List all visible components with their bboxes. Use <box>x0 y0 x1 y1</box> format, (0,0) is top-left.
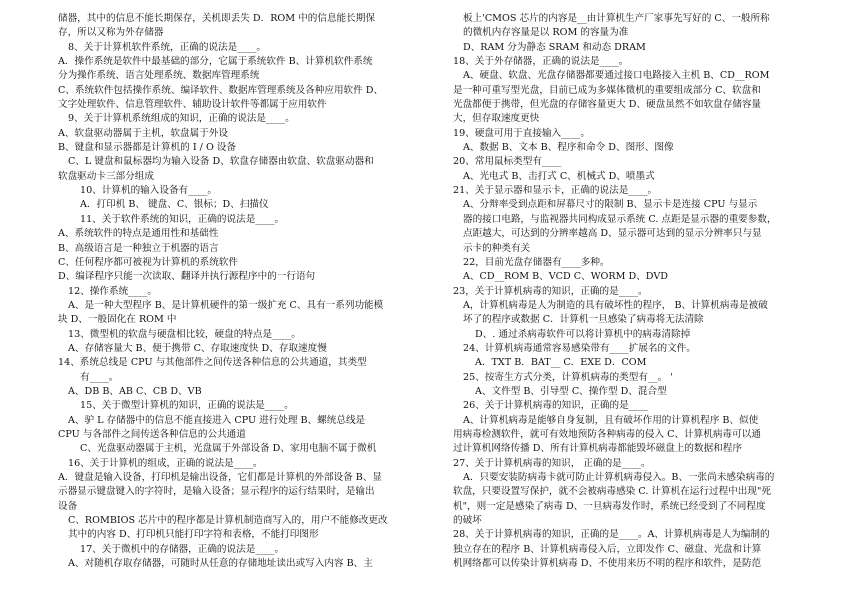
text-line: 12、操作系统____。 <box>68 285 157 297</box>
text-line: 机网络都可以传染计算机病毒 D、不使用来历不明的程序和软件，是防范 <box>453 558 762 570</box>
text-line: A，计算机病毒是人为制造的具有破坏性的程序， B、计算机病毒是被破 <box>463 299 768 311</box>
text-line: 24、计算机病毒通常容易感染带有____扩展名的文件。 <box>463 342 696 354</box>
text-line: 有____。 <box>80 371 119 383</box>
text-line: A、计算机病毒是能够自身复制，且有破坏作用的计算机程序 B、似使 <box>463 414 759 426</box>
text-line: 17、关于微机中的存储器，正确的说法是____。 <box>80 543 285 555</box>
text-line: A、硬盘、软盘、光盘存储器都要通过接口电路接入主机 B、CD__ROM <box>463 70 770 82</box>
text-line: 的微机内存容量是以 ROM 的容量为准 <box>463 27 629 39</box>
text-line: 9、关于计算机系统组成的知识，正确的说法是____。 <box>68 113 295 125</box>
text-line: 机"，则一定是感染了病毒 D、一旦病毒发作时，系统已经受到了不同程度 <box>453 500 766 512</box>
text-line: D、. 通过杀病毒软件可以将计算机中的病毒清除掉 <box>475 328 691 340</box>
left-column <box>58 12 442 571</box>
text-line: D、RAM 分为静态 SRAM 和动态 DRAM <box>463 41 646 53</box>
text-line: 光盘都便于携带，但光盘的存储容量更大 D、硬盘虽然不如软盘存储容量 <box>453 99 762 111</box>
text-line: 22，目前光盘存储器有____多种。 <box>463 256 610 268</box>
text-line: A、是一种大型程序 B、是计算机硬件的第一级扩充 C、具有一系列功能模 <box>68 299 384 311</box>
text-line: 分为操作系统、语言处理系统、数据库管理系统 <box>58 70 260 82</box>
text-line: 块 D、一般固化在 ROM 中 <box>58 314 177 326</box>
text-line: A．打印机 B、 键盘、C、银标；D、扫描仪 <box>80 199 269 211</box>
text-line: 13、微型机的软盘与硬盘相比较，硬盘的特点是____。 <box>68 328 301 340</box>
text-line: A．操作系统是软件中最基础的部分，它属于系统软件 B、计算机软件系统 <box>58 56 373 68</box>
text-line: 设备 <box>58 500 78 512</box>
text-line: 文字处理软件、信息管理软件、辅助设计软件等都属于应用软件 <box>58 99 327 111</box>
text-line: 15、关于微型计算机的知识，正确的说法是____。 <box>80 400 294 412</box>
text-line: CPU 与各部件之间传送各种信息的公共通道 <box>58 428 246 440</box>
text-line: 16、关于计算机的组成，正确的说法是____。 <box>68 457 263 469</box>
text-line: 19、硬盘可用于直接输入____。 <box>453 127 590 139</box>
text-line: A、光电式 B、击打式 C、机械式 D、喷墨式 <box>463 170 655 182</box>
text-line: 大，但存取速度更快 <box>453 113 540 125</box>
text-line: 23，关于计算机病毒的知识，正确的是____。 <box>453 285 648 297</box>
text-line: A、对随机存取存储器，可随时从任意的存储地址读出或写入内容 B、主 <box>68 558 373 570</box>
text-line: B、键盘和显示器都是计算机的 I / O 设备 <box>58 142 237 154</box>
text-line: 过计算机网络传播 D、所有计算机病毒都能毁坏磁盘上的数据和程序 <box>453 443 742 455</box>
text-line: A、DB B、AB C、CB D、VB <box>68 385 202 397</box>
text-line: C、L 键盘和鼠标器均为输入设备 D、软盘存储器由软盘、软盘驱动器和 <box>68 156 374 168</box>
text-line: 的破坏 <box>453 515 482 527</box>
text-line: 18、关于外存储器，正确的说法是____。 <box>453 56 629 68</box>
text-line: A．TXT B．BAT__ C．EXE D．COM <box>475 357 647 369</box>
text-line: A、数据 B、文本 B、程序和命令 D、图形、图像 <box>463 142 674 154</box>
text-line: D、编译程序只能一次读取、翻译并执行源程序中的一行语句 <box>58 271 316 283</box>
text-line: 10、计算机的输入设备有____。 <box>80 185 217 197</box>
text-line: A．键盘是输入设备，打印机是输出设备，它们都是计算机的外部设备 B、显 <box>58 472 383 483</box>
text-line: A、CD__ROM B、VCD C、WORM D、DVD <box>463 271 668 283</box>
text-line: 25、按寄生方式分类，计算机病毒的类型有__。 ' <box>463 371 673 383</box>
text-line: A、文件型 B、引导型 C、操作型 D、混合型 <box>475 385 667 397</box>
text-line: 器的接口电路，与监视器共同构成显示系统 C. 点距是显示器的重要参数， <box>463 213 777 225</box>
text-line: A、分辩率受到点距和屏幕尺寸的限制 B、显示卡是连接 CPU 与显示 <box>463 199 758 211</box>
text-line: 用病毒检测软件，就可有效地预防各种病毒的侵入 C、计算机病毒可以通 <box>453 428 761 440</box>
text-line: A．只要安装防病毒卡就可防止计算机病毒侵入。B、一张尚未感染病毒的 <box>463 472 775 483</box>
text-line: 示卡的种类有关 <box>463 242 531 254</box>
text-line: A、软盘驱动器属于主机，软盘属于外设 <box>58 127 229 139</box>
text-line: 27、关于计算机病毒的知识， 正确的是____。 <box>453 457 651 469</box>
text-line: 其中的内容 D、打印机只能打印字符和表格，不能打印图形 <box>68 529 319 541</box>
text-line: 26、关于计算机病毒的知识，正确的是____ <box>463 400 648 412</box>
text-line: 28、关于计算机病毒的知识，正确的是____。A、计算机病毒是人为编制的 <box>453 529 770 541</box>
text-line: C、ROMBIOS 芯片中的程序都是计算机制造商写入的，用户不能修改更改 <box>68 515 388 527</box>
text-line: 11、关于软件系统的知识，正确的说法是____。 <box>80 213 285 225</box>
text-line: 独立存在的程序 B、计算机病毒侵入后，立即发作 C、磁盘、光盘和计算 <box>453 543 762 555</box>
text-line: 8、关于计算机软件系统，正确的说法是____。 <box>68 41 266 53</box>
text-line: A、存储容量大 B、便于携带 C、存取速度快 D、存取速度慢 <box>68 342 327 354</box>
text-line: 储器，其中的信息不能长期保存，关机即丢失 D．ROM 中的信息能长期保 <box>58 13 375 24</box>
text-line: 存，所以又称为外存储器 <box>58 27 164 39</box>
text-line: 点距越大，可达到的分辨率越高 D、显示器可达到的显示分辨率只与显 <box>463 228 762 240</box>
text-line: 21、关于显示器和显示卡，正确的说法是____。 <box>453 185 658 197</box>
text-line: 是一种可重写型光盘，目前已成为多媒体微机的重要组成部分 C、软盘和 <box>453 84 761 96</box>
text-line: B、高级语言是一种独立于机器的语言 <box>58 242 219 254</box>
text-line: C、光盘驱动器属于主机，光盘属于外部设备 D、家用电脑不属于微机 <box>80 443 377 455</box>
text-line: 示器显示键盘键入的字符时，是输入设备；显示程序的运行结果时，是输出 <box>58 486 375 498</box>
text-line: A、驴 L 存储器中的信息不能直接进入 CPU 进行处理 B、螺统总线是 <box>68 414 366 426</box>
text-line: 坏了的程序或数据 C．计算机一旦感染了病毒将无法清除 <box>463 314 704 326</box>
text-line: 软盘驱动卡三部分组成 <box>58 170 154 182</box>
text-line: C、系统软件包括操作系统、编译软件、数据库管理系统及各种应用软件 D、 <box>58 84 384 96</box>
text-line: 板上'CMOS 芯片的内容是__由计算机生产厂家事先写好的 C、一般所称 <box>463 13 770 24</box>
right-column <box>453 12 837 571</box>
text-line: 14、系统总线是 CPU 与其他部件之间传送各种信息的公共通道，其类型 <box>58 357 367 369</box>
text-line: 软盘，只要设置写保护，就不会被病毒感染 C. 计算机在运行过程中出现"死 <box>453 486 771 498</box>
text-line: 20、常用鼠标类型有____ <box>453 156 562 168</box>
text-line: A、系统软件的特点是通用性和基础性 <box>58 228 219 240</box>
text-line: C、任何程序都可被视为计算机的系统软件 <box>58 256 239 268</box>
